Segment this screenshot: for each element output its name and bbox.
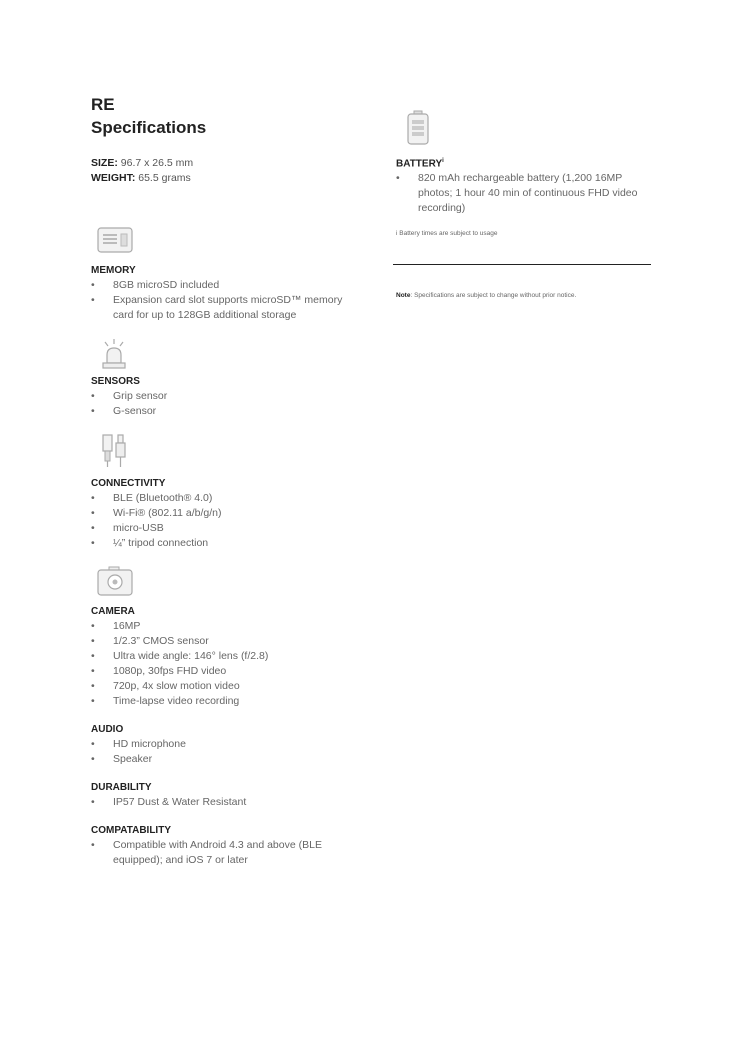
battery-list (396, 171, 656, 216)
weight-value: 65.5 grams (138, 172, 191, 184)
camera-section (91, 565, 361, 709)
list-item: • Wi-Fi® (802.11 a/b/g/n) (91, 506, 361, 521)
durability-list (91, 795, 361, 810)
compatability-section (91, 824, 361, 868)
disclaimer-note (396, 292, 576, 299)
size-line (91, 156, 193, 171)
size-value: 96.7 x 26.5 mm (120, 157, 194, 169)
memory-list (91, 278, 361, 323)
note-label: Note (396, 292, 411, 299)
list-item: • HD microphone (91, 737, 361, 752)
connectivity-heading: CONNECTIVITY (91, 478, 166, 489)
connectivity-section (91, 433, 361, 551)
battery-heading: BATTERY$^i$ (396, 158, 444, 170)
usb-plug-icon (97, 433, 361, 471)
product-name: RE (91, 95, 115, 114)
list-item: • IP57 Dust & Water Resistant (91, 795, 361, 810)
divider (393, 264, 651, 265)
list-item: • 820 mAh rechargeable battery (1,200 16MP photos; 1 hour 40 min of continuous FHD video recording) (396, 171, 656, 216)
weight-line (91, 171, 193, 186)
list-item: • 16MP (91, 619, 361, 634)
note-text: : Specifications are subject to change without prior notice. (410, 292, 577, 299)
list-item: • Compatible with Android 4.3 and above (BLE equipped); and iOS 7 or later (91, 838, 361, 868)
audio-section (91, 723, 361, 767)
dimensions-block (91, 156, 193, 186)
title-block (91, 93, 206, 139)
camera-icon (97, 565, 361, 599)
list-item: • 8GB microSD included (91, 278, 361, 293)
memory-card-icon (97, 226, 361, 258)
memory-section (91, 226, 361, 323)
left-column (91, 226, 361, 882)
compatability-list (91, 838, 361, 868)
battery-footnote-marker: i (442, 158, 444, 164)
sensors-section (91, 337, 361, 419)
list-item: • 720p, 4x slow motion video (91, 679, 361, 694)
list-item: • G-sensor (91, 404, 361, 419)
memory-heading: MEMORY (91, 265, 136, 276)
weight-label: WEIGHT: (91, 172, 136, 184)
list-item: • 1080p, 30fps FHD video (91, 664, 361, 679)
camera-heading: CAMERA (91, 606, 135, 617)
sensors-list (91, 389, 361, 419)
sensor-alarm-icon (97, 337, 361, 369)
battery-footnote: i Battery times are subject to usage (396, 230, 498, 238)
list-item: • Ultra wide angle: 146° lens (f/2.8) (91, 649, 361, 664)
right-column (396, 110, 656, 237)
battery-icon (406, 110, 656, 148)
list-item: • Speaker (91, 752, 361, 767)
connectivity-list (91, 491, 361, 551)
compatability-heading: COMPATABILITY (91, 825, 171, 836)
size-label: SIZE: (91, 157, 118, 169)
page-title: Specifications (91, 118, 207, 137)
durability-heading: DURABILITY (91, 782, 152, 793)
sensors-heading: SENSORS (91, 376, 140, 387)
durability-section (91, 781, 361, 810)
camera-list (91, 619, 361, 709)
list-item: • Time-lapse video recording (91, 694, 361, 709)
list-item: • Expansion card slot supports microSD™ memory card for up to 128GB additional storage (91, 293, 361, 323)
audio-heading: AUDIO (91, 724, 124, 735)
audio-list (91, 737, 361, 767)
list-item: • 1/2.3” CMOS sensor (91, 634, 361, 649)
list-item: • ¼” tripod connection (91, 536, 361, 551)
list-item: • Grip sensor (91, 389, 361, 404)
list-item: • BLE (Bluetooth® 4.0) (91, 491, 361, 506)
list-item: • micro-USB (91, 521, 361, 536)
